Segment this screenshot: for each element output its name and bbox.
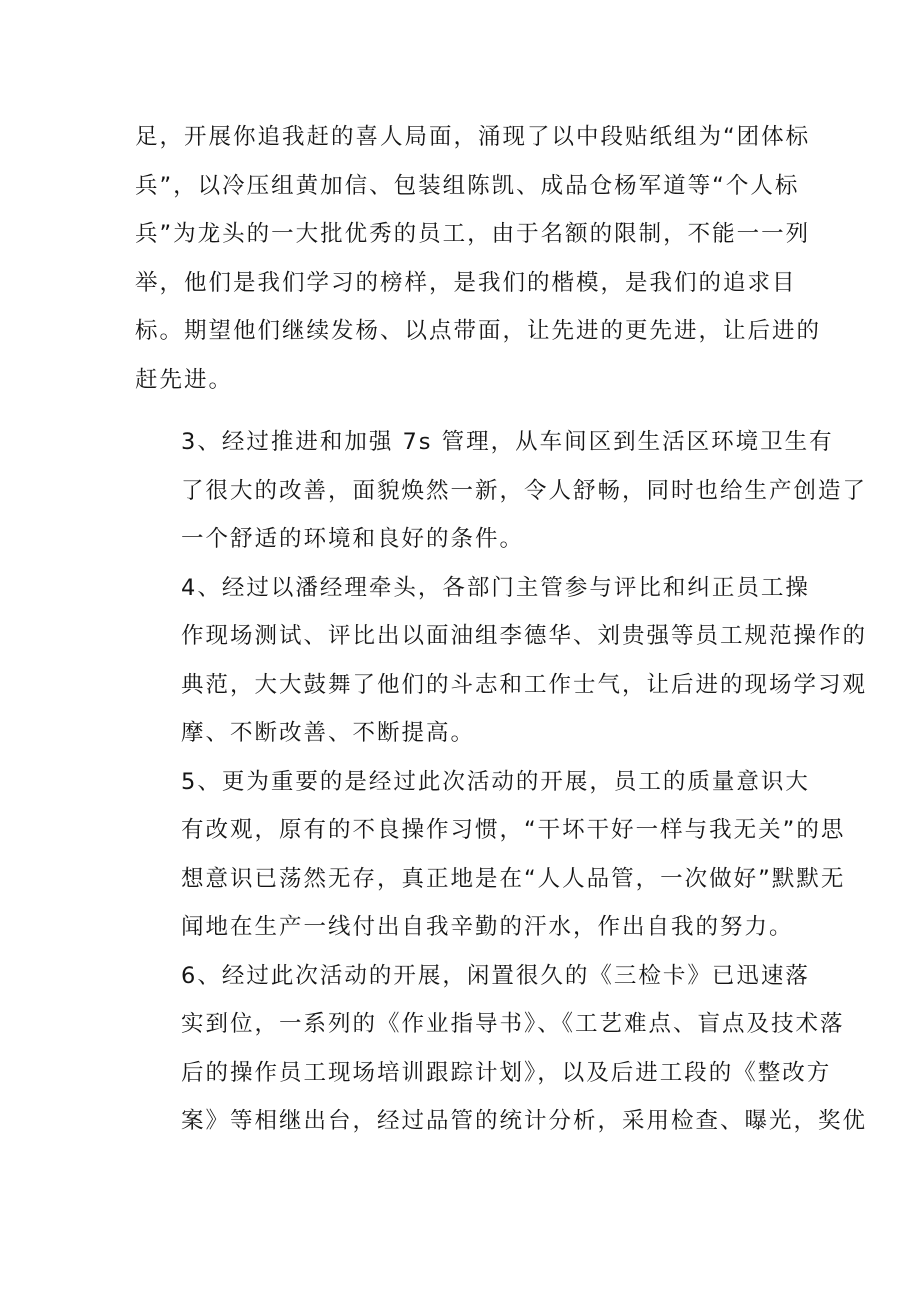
text-line: 5、更为重要的是经过此次活动的开展，员工的质量意识大	[181, 768, 810, 795]
text-line: 案》等相继出台，经过品管的统计分析，采用检查、曝光，奖优	[181, 1108, 868, 1134]
text-line: 典范，大大鼓舞了他们的斗志和工作士气，让后进的现场学习观	[181, 671, 868, 698]
text-line: 实到位，一系列的《作业指导书》、《工艺难点、盲点及技术落	[181, 1011, 845, 1037]
text-line: 标。期望他们继续发杨、以点带面，让先进的更先进，让后进的	[135, 318, 822, 344]
paragraph-continued-intro	[135, 113, 822, 404]
text-line: 兵”，以冷压组黄加信、包装组陈凯、成品仓杨军道等“个人标	[135, 172, 800, 199]
text-line: 兵”为龙头的一大批优秀的员工，由于名额的限制，不能一一列	[135, 221, 811, 247]
text-line: 有改观，原有的不良操作习惯，“干坏干好一样与我无关”的思	[181, 817, 846, 843]
text-line: 6、经过此次活动的开展，闲置很久的《三检卡》已迅速落	[181, 962, 810, 989]
text-line: 举，他们是我们学习的榜样，是我们的楷模，是我们的追求目	[135, 269, 797, 296]
paragraph-item-6	[135, 952, 868, 1146]
text-line: 摩、不断改善、不断提高。	[181, 720, 476, 746]
text-line: 3、经过推进和加强 7s 管理，从车间区到生活区环境卫生有	[181, 429, 834, 455]
text-line: 想意识已荡然无存，真正地是在“人人品管，一次做好”默默无	[181, 865, 846, 892]
text-line: 足，开展你追我赶的喜人局面，涌现了以中段贴纸组为“团体标	[135, 124, 811, 150]
text-line: 了很大的改善，面貌焕然一新，令人舒畅，同时也给生产创造了	[181, 477, 868, 504]
paragraph-item-5	[135, 758, 846, 952]
text-line: 赶先进。	[135, 366, 234, 393]
document-body	[135, 113, 868, 1146]
paragraph-item-4	[135, 564, 868, 758]
text-line: 一个舒适的环境和良好的条件。	[181, 526, 525, 552]
text-line: 4、经过以潘经理牵头，各部门主管参与评比和纠正员工操	[181, 574, 810, 601]
text-line: 后的操作员工现场培训跟踪计划》，以及后进工段的《整改方	[181, 1059, 832, 1086]
paragraph-item-3	[135, 418, 868, 564]
text-line: 闻地在生产一线付出自我辛勤的汗水，作出自我的努力。	[181, 914, 794, 940]
text-line: 作现场测试、评比出以面油组李德华、刘贵强等员工规范操作的	[181, 623, 868, 649]
